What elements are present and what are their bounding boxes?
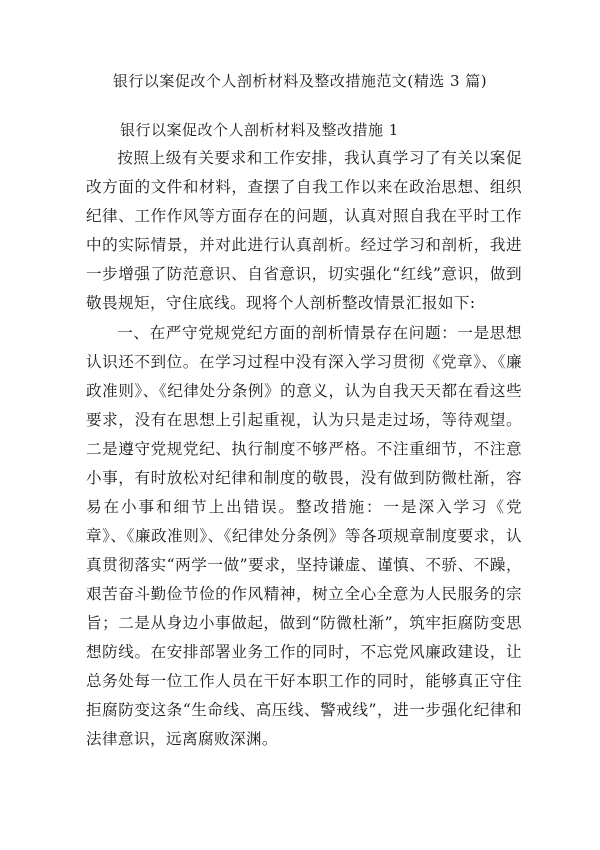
section-title: 银行以案促改个人剖析材料及整改措施 1 — [120, 121, 399, 139]
paragraph-intro: 按照上级有关要求和工作安排，我认真学习了有关以案促改方面的文件和材料，查摆了自我工作以来在政治思想、组织纪律、工作作风等方面存在的问题，认真对照自我在平时工作中的实际情景，并对此进行认真剖析。经过学习和剖析，我进一步增强了防范意识、自省意识，切实强化“红线”意识，做到敬畏规矩，守住底线。现将个人剖析整改情景汇报如下: — [86, 149, 522, 312]
document-title: 银行以案促改个人剖析材料及整改措施范文(精选 3 篇) — [112, 72, 488, 90]
paragraph-analysis: 一、在严守党规党纪方面的剖析情景存在问题：一是思想认识还不到位。在学习过程中没有深入学习贯彻《党章》、《廉政准则》、《纪律处分条例》的意义，认为自我天天都在看这些要求，没有在思想上引起重视，认为只是走过场，等待观望。二是遵守党规党纪、执行制度不够严格。不注重细节，不注意小事，有时放松对纪律和制度的敬畏，没有做到防微杜渐，容易在小事和细节上出错误。整改措施：一是深入学习《党章》、《廉政准则》、《纪律处分条例》等各项规章制度要求，认真贯彻落实“两学一做”要求，坚持谦虚、谨慎、不骄、不躁，艰苦奋斗勤俭节俭的作风精神，树立全心全意为人民服务的宗旨；二是从身边小事做起，做到“防微杜渐”，筑牢拒腐防变思想防线。在安排部署业务工作的同时，不忘党风廉政建设，让总务处每一位工作人员在干好本职工作的同时，能够真正守住拒腐防变这条“生命线、高压线、警戒线”，进一步强化纪律和法律意识，远离腐败深渊。 — [86, 324, 522, 748]
